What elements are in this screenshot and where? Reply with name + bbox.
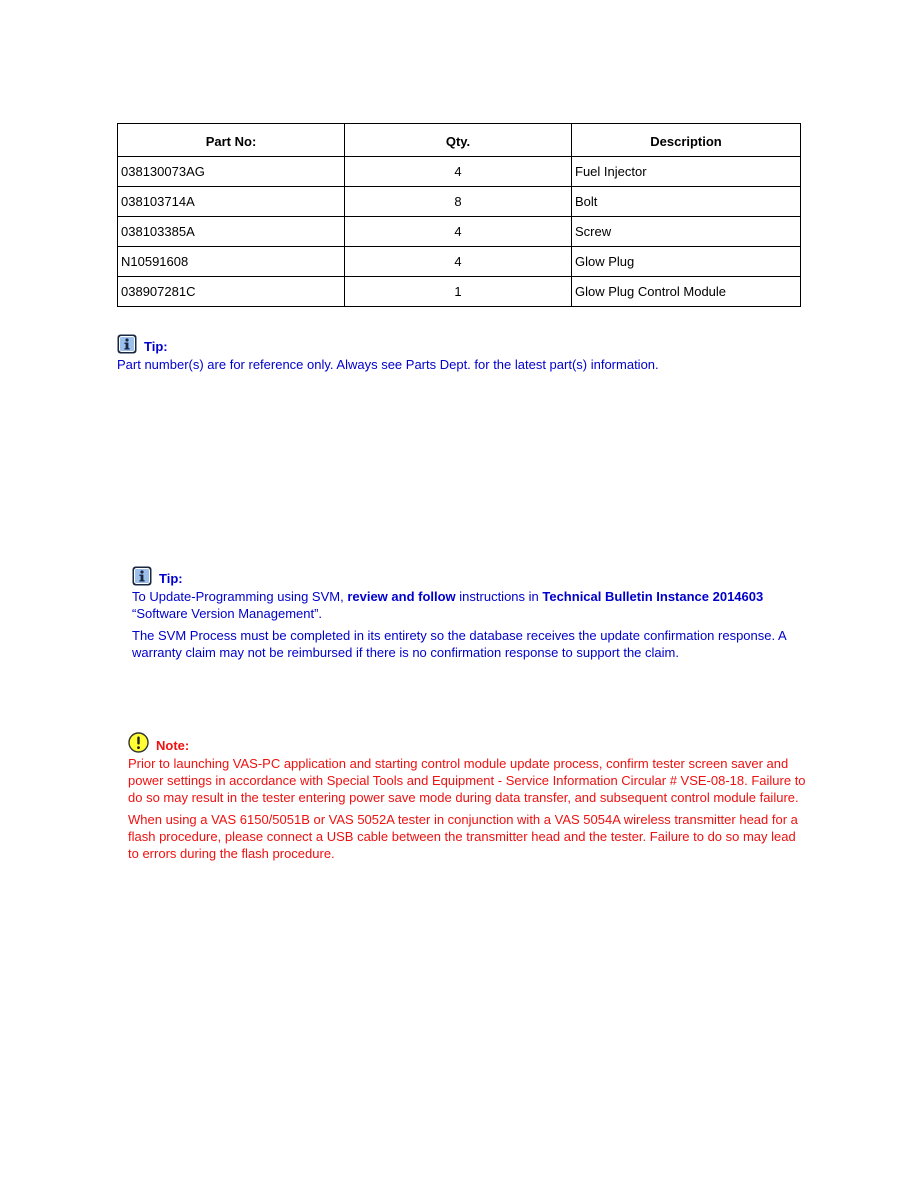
qty-cell: 4 [345, 247, 572, 277]
exclamation-icon [128, 732, 149, 753]
parts-table [117, 123, 801, 307]
table-header-row [118, 124, 801, 157]
info-icon [117, 334, 137, 354]
tip-header [132, 564, 808, 586]
tip-text-segment: “Software Version Management”. [132, 606, 323, 621]
note-header [128, 731, 808, 753]
header-description: Description [572, 124, 801, 157]
part-no-cell: 038103714A [118, 187, 345, 217]
tip-text-segment: To Update-Programming using SVM, [132, 589, 348, 604]
description-cell: Glow Plug Control Module [572, 277, 801, 307]
tip-svm-warranty: The SVM Process must be completed in its entirety so the database receives the update confirmation response. A warranty claim may not be reimbursed if there is no confirmation response to support the claim. [132, 628, 786, 660]
info-icon [132, 566, 152, 586]
note-usb-cable-text: When using a VAS 6150/5051B or VAS 5052A tester in conjunction with a VAS 5054A wireless transmitter head for a flash procedure, please connect a USB cable between the transmitter head and the tester. Failure to do so may lead to errors during the flash procedure. [128, 812, 798, 861]
description-cell: Glow Plug [572, 247, 801, 277]
review-follow-emphasis: review and follow [347, 589, 456, 604]
part-no-cell: 038130073AG [118, 157, 345, 187]
qty-cell: 8 [345, 187, 572, 217]
part-no-cell: 038907281C [118, 277, 345, 307]
tip-text: Part number(s) are for reference only. Always see Parts Dept. for the latest part(s) information. [117, 357, 659, 372]
tip-title: Tip: [159, 571, 183, 586]
table-row [118, 277, 801, 307]
header-qty: Qty. [345, 124, 572, 157]
tip-svm-instructions [132, 588, 808, 622]
table-row [118, 187, 801, 217]
tip-svm-block [132, 564, 808, 666]
table-row [118, 217, 801, 247]
qty-cell: 4 [345, 157, 572, 187]
part-no-cell: 038103385A [118, 217, 345, 247]
qty-cell: 4 [345, 217, 572, 247]
tip-header [117, 332, 807, 354]
tip-text-segment: instructions in [455, 589, 543, 604]
header-part-no: Part No: [118, 124, 345, 157]
qty-cell: 1 [345, 277, 572, 307]
part-no-cell: N10591608 [118, 247, 345, 277]
description-cell: Screw [572, 217, 801, 247]
table-row [118, 247, 801, 277]
tip-title: Tip: [144, 339, 168, 354]
table-row [118, 157, 801, 187]
note-block [128, 731, 808, 867]
bulletin-reference: Technical Bulletin Instance 2014603 [542, 589, 764, 604]
tip-reference-block [117, 332, 807, 378]
description-cell: Bolt [572, 187, 801, 217]
note-screen-saver-text: Prior to launching VAS-PC application and starting control module update process, confirm tester screen saver and power settings in accordance with Special Tools and Equipment - Service Information Circular # VSE-08-18. Failure to do so may result in the tester entering power save mode during data transfer, and subsequent control module failure. [128, 756, 806, 805]
description-cell: Fuel Injector [572, 157, 801, 187]
note-title: Note: [156, 738, 190, 753]
